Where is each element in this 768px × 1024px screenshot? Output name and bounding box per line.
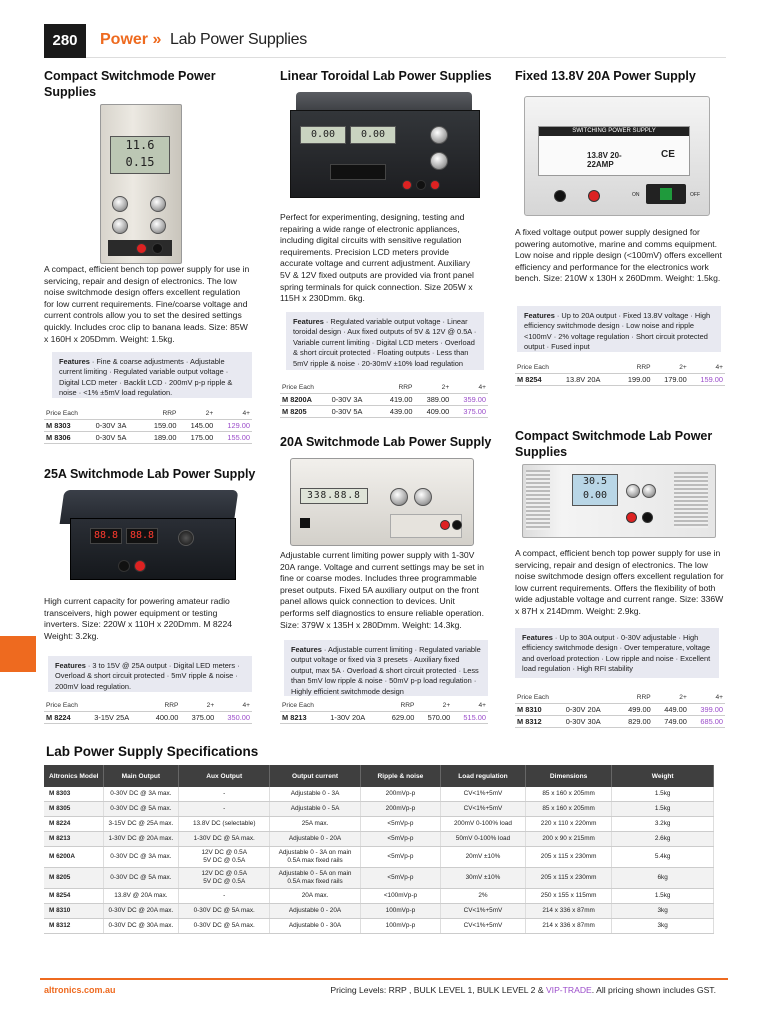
lcd-voltage: 0.00 — [300, 126, 346, 144]
positive-terminal — [134, 560, 146, 572]
spec-cell: 100mVp-p — [360, 919, 440, 934]
spec-cell: <5mVp-p — [360, 832, 440, 847]
product-image-20a — [290, 458, 472, 544]
price-header: Price Each — [46, 410, 78, 417]
spec-cell: 12V DC @ 0.5A 5V DC @ 0.5A — [179, 868, 270, 889]
spec-row — [44, 868, 714, 889]
led-voltage: 88.8 — [90, 528, 122, 544]
spec-cell: <100mVp-p — [360, 889, 440, 904]
bulk1-header: 2+ — [679, 364, 687, 371]
spec-row — [44, 847, 714, 868]
price-4plus: 685.00 — [700, 717, 723, 726]
bulk1-header: 2+ — [442, 702, 451, 709]
spec-row — [44, 889, 714, 904]
current-knob — [430, 152, 448, 170]
led-current: 88.8 — [126, 528, 158, 544]
spec-cell: Adjustable 0 - 20A — [270, 832, 361, 847]
spec-cell: Adjustable 0 - 20A — [270, 904, 361, 919]
spec-cell: 100mVp-p — [360, 904, 440, 919]
bulk1-header: 2+ — [206, 702, 215, 709]
spec-cell: 50mV 0-100% load — [441, 832, 526, 847]
ce-mark: CE — [661, 149, 675, 160]
lcd-current: 0.00 — [582, 490, 608, 501]
spec-cell: 2% — [441, 889, 526, 904]
price-header: Price Each — [282, 384, 314, 391]
bulk2-header: 4+ — [242, 702, 250, 709]
price-4plus: 359.00 — [463, 395, 486, 404]
spec-cell: 3kg — [612, 919, 714, 934]
product-code[interactable]: M 8224 — [46, 713, 71, 722]
spec-header-model: Altronics Model — [44, 765, 103, 787]
voltage-knob — [430, 126, 448, 144]
voltage-knob — [390, 488, 408, 506]
spec-cell: 250 x 155 x 115mm — [525, 889, 611, 904]
spec-model-cell: M 8213 — [44, 832, 103, 847]
spec-cell: 13.8V DC (selectable) — [179, 817, 270, 832]
price-table-compact — [44, 408, 252, 444]
price-table-fixed — [515, 362, 725, 386]
spec-cell: - — [179, 802, 270, 817]
spec-row — [44, 787, 714, 802]
price-2plus: 375.00 — [191, 713, 215, 722]
switch-on-label: ON — [632, 192, 640, 198]
panel-title: SWITCHING POWER SUPPLY — [539, 127, 689, 136]
spec-cell: 220 x 110 x 220mm — [525, 817, 611, 832]
pricing-gst-text: . All pricing shown includes GST. — [591, 985, 716, 995]
features-label: Features — [293, 317, 324, 326]
features-box-20a — [284, 640, 488, 696]
spec-model-cell: M 6200A — [44, 847, 103, 868]
section-breadcrumb[interactable]: Power » — [100, 31, 162, 48]
voltage-knob — [178, 530, 194, 546]
spec-row — [44, 919, 714, 934]
price-4plus: 155.00 — [227, 433, 250, 442]
spec-cell: - — [179, 889, 270, 904]
price-rrp: 499.00 — [628, 705, 651, 714]
spec-header-aux: Aux Output — [179, 765, 270, 787]
price-2plus: 409.00 — [426, 407, 450, 416]
spec-header-current: Output current — [270, 765, 361, 787]
section-tab — [0, 636, 36, 672]
spec-table-body — [44, 787, 714, 934]
spec-cell: <5mVp-p — [360, 847, 440, 868]
bulk2-header: 4+ — [478, 702, 486, 709]
product-code[interactable]: M 8306 — [46, 433, 71, 442]
lcd-voltage: 11.6 — [125, 138, 155, 152]
price-rrp: 189.00 — [153, 433, 177, 442]
spec-header-row — [44, 765, 714, 787]
negative-terminal — [554, 190, 566, 202]
price-4plus: 375.00 — [463, 407, 486, 416]
spec-cell: 0-30V DC @ 30A max. — [103, 919, 179, 934]
price-row — [515, 704, 725, 716]
product-code[interactable]: M 8205 — [282, 407, 307, 416]
spec-cell: Adjustable 0 - 3A — [270, 787, 361, 802]
product-desc-20a: Adjustable current limiting power supply with 1-30V 20A range. Voltage and current settings may be set in fine or coarse modes. Includes three programmable preset outputs. Fixed 5A auxiliary output on the front panel allows quick connection to devices. Unit performs self diagnostics to ensure reliable operation. Size: 379W x 135H x 280Dmm. Weight: 14.3kg. — [280, 550, 484, 630]
price-table-25a — [44, 700, 252, 724]
current-knob — [642, 484, 656, 498]
spec-header-weight: Weight — [612, 765, 714, 787]
product-image-fixed — [524, 96, 708, 214]
footer-website-link[interactable]: altronics.com.au — [44, 985, 116, 995]
product-desc-linear: Perfect for experimenting, designing, testing and repairing a wide range of electronic appliances, including digital circuits with sensitive regulation requirements. Precision LCD meters provide accurate voltage and current adjustment. Auxiliary 5V & 12V fixed outputs are provided via front panel spring terminals for quick connection. Size 205W x 115H x 230Dmm. 6kg. — [280, 212, 474, 304]
spec-model-cell: M 8303 — [44, 787, 103, 802]
product-title-fixed: Fixed 13.8V 20A Power Supply — [515, 69, 696, 83]
spec-cell: Adjustable 0 - 3A on main 0.5A max fixed rails — [270, 847, 361, 868]
spec-cell: Adjustable 0 - 5A — [270, 802, 361, 817]
features-label: Features — [59, 357, 90, 366]
product-image-compact-lab — [522, 464, 714, 536]
positive-terminal — [440, 520, 450, 530]
price-rrp: 829.00 — [628, 717, 651, 726]
price-rrp: 419.00 — [389, 395, 413, 404]
positive-terminal — [626, 512, 637, 523]
coarse-voltage-knob — [112, 196, 128, 212]
price-rrp: 629.00 — [391, 713, 415, 722]
spec-model-cell: M 8224 — [44, 817, 103, 832]
spec-cell: CV<1%+5mV — [441, 802, 526, 817]
product-variant: 3-15V 25A — [94, 713, 130, 722]
product-code[interactable]: M 8200A — [282, 395, 312, 404]
negative-terminal — [642, 512, 653, 523]
price-row — [515, 716, 725, 728]
spec-cell: 5.4kg — [612, 847, 714, 868]
spec-cell: 30mV ±10% — [441, 868, 526, 889]
rrp-header: RRP — [636, 364, 651, 371]
product-code[interactable]: M 8254 — [517, 375, 542, 384]
negative-terminal — [452, 520, 462, 530]
price-row — [44, 712, 252, 724]
price-row — [44, 432, 252, 444]
product-variant: 13.8V 20A — [565, 375, 601, 384]
spec-cell: 0-30V DC @ 5A max. — [179, 919, 270, 934]
spec-cell: Adjustable 0 - 30A — [270, 919, 361, 934]
positive-terminal — [588, 190, 600, 202]
price-header: Price Each — [46, 702, 78, 709]
product-desc-compact: A compact, efficient bench top power supply for use in servicing, repair and design of electronics. The low noise switchmode design offers excellent regulation for low current requirements. Fine/coarse voltage and current controls allow you to set the desired settings quickly. Includes croc clip to banana leads. Size: 85W x 160H x 205Dmm. Weight: 1.5kg. — [44, 264, 250, 344]
spec-cell: 200 x 90 x 215mm — [525, 832, 611, 847]
product-image-25a — [62, 490, 236, 592]
positive-terminal — [402, 180, 412, 190]
features-box-25a — [48, 656, 252, 692]
features-text: · Up to 20A output · Fixed 13.8V voltage · High efficiency switchmode design · Low noise and ripple <100mV · 2% voltage regulation · Short circuit protected output · Fused input — [524, 311, 711, 352]
price-rrp: 400.00 — [155, 713, 179, 722]
switch-off-label: OFF — [690, 192, 700, 198]
spec-table-title: Lab Power Supply Specifications — [46, 744, 259, 759]
price-table-compact-lab — [515, 692, 725, 728]
spec-header-regulation: Load regulation — [441, 765, 526, 787]
price-4plus: 399.00 — [700, 705, 723, 714]
features-text: · Regulated variable output voltage · Linear toroidal design · Aux fixed outputs of 5V & 12V @ 0.5A · Variable current limiting · Digital LCD meters · Overload & short circuit protected · Floating outputs · Less than 5mV ripple & noise · 20-30mV ±10% load regulation — [293, 317, 477, 368]
product-variant: 0-30V 3A — [95, 421, 127, 430]
spec-cell: 3.2kg — [612, 817, 714, 832]
current-knob — [414, 488, 432, 506]
features-box-compact — [52, 352, 252, 398]
spec-cell: 3-15V DC @ 25A max. — [103, 817, 179, 832]
features-text: · Fine & coarse adjustments · Adjustable current limiting · Regulated variable output voltage · Digital LCD meter · Backlit LCD · 200mV p-p ripple & noise · <1% ±5mV load regulation. — [59, 357, 233, 398]
spec-cell: 6kg — [612, 868, 714, 889]
price-2plus: 749.00 — [664, 717, 687, 726]
spec-cell: 85 x 160 x 205mm — [525, 787, 611, 802]
product-title-compact: Compact Switchmode Power Supplies — [44, 69, 216, 99]
price-2plus: 145.00 — [190, 421, 214, 430]
features-box-compact-lab — [515, 628, 719, 678]
features-label: Features — [524, 311, 555, 320]
spec-cell: 0-30V DC @ 5A max. — [103, 802, 179, 817]
price-row — [44, 420, 252, 432]
spec-cell: 20A max. — [270, 889, 361, 904]
spec-cell: <5mVp-p — [360, 817, 440, 832]
price-table-20a — [280, 700, 488, 724]
spec-header-ripple: Ripple & noise — [360, 765, 440, 787]
product-desc-fixed: A fixed voltage output power supply designed for powering automotive, marine and comms equipment. Low noise and ripple design (<100mV) offers excellent efficiency and performance for the electronics work bench. Size: 210W x 130H x 260Dmm. Weight: 1.5kg. — [515, 227, 722, 284]
spec-cell: 200mV 0-100% load — [441, 817, 526, 832]
rrp-header: RRP — [164, 702, 179, 709]
spec-cell: 1-30V DC @ 20A max. — [103, 832, 179, 847]
spec-cell: 205 x 115 x 230mm — [525, 847, 611, 868]
product-code[interactable]: M 8213 — [282, 713, 307, 722]
bulk1-header: 2+ — [441, 384, 450, 391]
spec-model-cell: M 8310 — [44, 904, 103, 919]
spec-header-dimensions: Dimensions — [525, 765, 611, 787]
product-variant: 0-30V 30A — [565, 717, 601, 726]
bulk1-header: 2+ — [205, 410, 214, 417]
lcd-voltage: 30.5 — [582, 476, 608, 487]
price-row — [280, 406, 488, 418]
lcd-current: 0.15 — [125, 155, 155, 169]
price-rrp: 199.00 — [627, 375, 651, 384]
spec-cell: 205 x 115 x 230mm — [525, 868, 611, 889]
display-readout: 338.88.8 — [300, 488, 368, 504]
spec-cell: 85 x 160 x 205mm — [525, 802, 611, 817]
spec-cell: 12V DC @ 0.5A 5V DC @ 0.5A — [179, 847, 270, 868]
spec-cell: 200mVp-p — [360, 802, 440, 817]
price-header: Price Each — [517, 694, 549, 701]
price-2plus: 449.00 — [664, 705, 687, 714]
bulk2-header: 4+ — [715, 694, 723, 701]
price-4plus: 159.00 — [700, 375, 723, 384]
product-variant: 0-30V 5A — [331, 407, 363, 416]
coarse-current-knob — [150, 196, 166, 212]
price-header: Price Each — [282, 702, 314, 709]
product-desc-25a: High current capacity for powering amateur radio transceivers, high power equipment or testing inverters. Size: 220W x 110H x 220Dmm. M 8224 Weight: 3.2kg. — [44, 596, 233, 641]
features-text: · Up to 30A output · 0-30V adjustable · High efficiency switchmode design · Over temperature, voltage and overload protection · Low ripple and noise · Excellent load regulation · High RFI stability — [522, 633, 711, 674]
price-2plus: 179.00 — [664, 375, 687, 384]
spec-cell: Adjustable 0 - 5A on main 0.5A max fixed rails — [270, 868, 361, 889]
pricing-vip-text: VIP-TRADE — [545, 985, 592, 995]
spec-cell: 1.5kg — [612, 889, 714, 904]
product-code[interactable]: M 8312 — [517, 717, 542, 726]
rrp-header: RRP — [162, 410, 177, 417]
price-2plus: 570.00 — [427, 713, 451, 722]
spec-model-cell: M 8312 — [44, 919, 103, 934]
voltage-knob — [626, 484, 640, 498]
price-4plus: 515.00 — [463, 713, 486, 722]
spec-cell: <5mVp-p — [360, 868, 440, 889]
price-rrp: 159.00 — [153, 421, 177, 430]
product-variant: 0-30V 20A — [565, 705, 601, 714]
spec-row — [44, 832, 714, 847]
rrp-header: RRP — [398, 384, 413, 391]
product-title-20a: 20A Switchmode Lab Power Supply — [280, 435, 492, 449]
price-header: Price Each — [517, 364, 549, 371]
spec-cell: 2.6kg — [612, 832, 714, 847]
spec-model-cell: M 8254 — [44, 889, 103, 904]
footer-divider — [40, 978, 728, 980]
price-table-linear — [280, 382, 488, 418]
spec-cell: 0-30V DC @ 5A max. — [103, 868, 179, 889]
features-text: · Adjustable current limiting · Regulated variable output voltage or fixed via 3 presets · Auxiliary fixed output, max 5A · Overload & short circuit protected · Less than 5mV low ripple & noise · 50mV p-p load regulation · Highly efficient switchmode design — [291, 645, 481, 696]
features-label: Features — [55, 661, 86, 670]
spec-cell: CV<1%+5mV — [441, 919, 526, 934]
positive-terminal — [136, 243, 147, 254]
fine-voltage-knob — [112, 218, 128, 234]
spec-model-cell: M 8305 — [44, 802, 103, 817]
negative-terminal — [152, 243, 163, 254]
spec-cell: 3kg — [612, 904, 714, 919]
panel-rating: 13.8V 20-22AMP — [587, 151, 622, 169]
aux-terminal — [430, 180, 440, 190]
product-variant: 0-30V 5A — [95, 433, 127, 442]
spec-cell: - — [179, 787, 270, 802]
spec-cell: 1-30V DC @ 5A max. — [179, 832, 270, 847]
spec-model-cell: M 8205 — [44, 868, 103, 889]
rrp-header: RRP — [400, 702, 415, 709]
page-number: 280 — [44, 24, 86, 58]
negative-terminal — [118, 560, 130, 572]
spec-cell: 1.5kg — [612, 787, 714, 802]
bulk2-header: 4+ — [715, 364, 723, 371]
price-row — [515, 374, 725, 386]
features-box-fixed — [517, 306, 721, 352]
pricing-levels-text: Pricing Levels: RRP , BULK LEVEL 1, BULK LEVEL 2 & — [330, 985, 546, 995]
spec-cell: CV<1%+5mV — [441, 787, 526, 802]
spec-cell: 1.5kg — [612, 802, 714, 817]
price-2plus: 389.00 — [426, 395, 450, 404]
product-variant: 0-30V 3A — [331, 395, 363, 404]
spec-cell: 0-30V DC @ 5A max. — [179, 904, 270, 919]
price-2plus: 175.00 — [190, 433, 214, 442]
spec-row — [44, 802, 714, 817]
footer-pricing-note — [330, 985, 716, 995]
price-4plus: 129.00 — [227, 421, 250, 430]
product-image-linear — [290, 92, 478, 198]
product-code[interactable]: M 8310 — [517, 705, 542, 714]
spec-cell: 25A max. — [270, 817, 361, 832]
features-box-linear — [286, 312, 484, 370]
spec-table — [44, 765, 714, 934]
fine-current-knob — [150, 218, 166, 234]
spec-cell: 0-30V DC @ 3A max. — [103, 787, 179, 802]
spec-cell: CV<1%+5mV — [441, 904, 526, 919]
product-code[interactable]: M 8303 — [46, 421, 71, 430]
negative-terminal — [416, 180, 426, 190]
spec-header-main: Main Output — [103, 765, 179, 787]
price-rrp: 439.00 — [389, 407, 413, 416]
product-image-compact — [100, 104, 180, 262]
spec-row — [44, 817, 714, 832]
bulk1-header: 2+ — [679, 694, 687, 701]
product-title-linear: Linear Toroidal Lab Power Supplies — [280, 69, 492, 83]
spec-cell: 200mVp-p — [360, 787, 440, 802]
price-4plus: 350.00 — [227, 713, 250, 722]
lcd-current: 0.00 — [350, 126, 396, 144]
price-row — [280, 712, 488, 724]
page-title: Lab Power Supplies — [170, 31, 307, 48]
rrp-header: RRP — [636, 694, 651, 701]
spec-cell: 0-30V DC @ 20A max. — [103, 904, 179, 919]
product-variant: 1-30V 20A — [330, 713, 366, 722]
spec-cell: 214 x 336 x 87mm — [525, 904, 611, 919]
product-title-25a: 25A Switchmode Lab Power Supply — [44, 467, 256, 481]
product-title-compact-lab: Compact Switchmode Lab Power Supplies — [515, 429, 713, 459]
features-label: Features — [291, 645, 322, 654]
spec-cell: 20mV ±10% — [441, 847, 526, 868]
spec-cell: 0-30V DC @ 3A max. — [103, 847, 179, 868]
price-row — [280, 394, 488, 406]
features-text: · 3 to 15V @ 25A output · Digital LED meters · Overload & short circuit protected · 5mV ripple & noise · 200mV load regulation. — [55, 661, 240, 691]
spec-cell: 13.8V @ 20A max. — [103, 889, 179, 904]
features-label: Features — [522, 633, 553, 642]
header-divider — [86, 57, 726, 58]
spec-row — [44, 904, 714, 919]
bulk2-header: 4+ — [478, 384, 486, 391]
bulk2-header: 4+ — [242, 410, 250, 417]
spec-cell: 214 x 336 x 87mm — [525, 919, 611, 934]
product-desc-compact-lab: A compact, efficient bench top power supply for use in servicing, repair and design of electronics. The low noise switchmode design offers excellent regulation for low current requirements. Offers the flexibility of both wide adjustable voltage and current range. Size: 336W x 87H x 214Dmm. Weight: 2.9kg. — [515, 548, 724, 616]
